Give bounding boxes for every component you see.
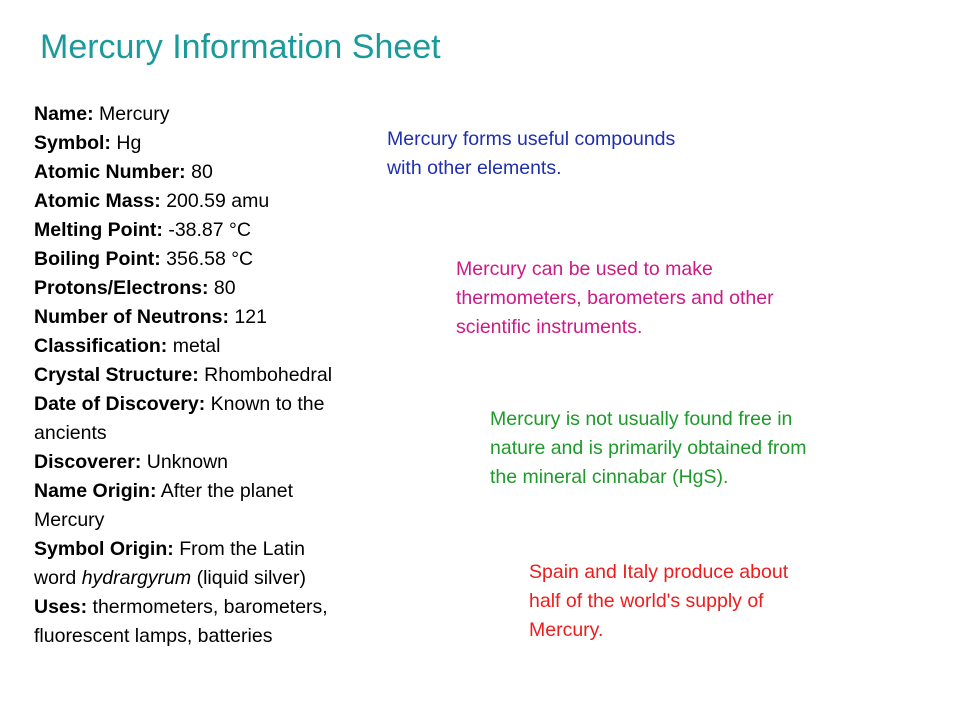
fact-label: Protons/Electrons: — [34, 277, 209, 299]
fact-neutrons — [34, 303, 414, 332]
note-line: thermometers, barometers and other — [456, 287, 774, 309]
fact-symbol-origin — [34, 535, 414, 593]
fact-value: After the planet — [160, 480, 294, 502]
fact-label: Symbol Origin: — [34, 538, 174, 560]
note-line: the mineral cinnabar (HgS). — [490, 466, 729, 488]
fact-label: Atomic Number: — [34, 161, 186, 183]
fact-label: Boiling Point: — [34, 248, 161, 270]
fact-label: Classification: — [34, 335, 168, 357]
fact-value: 80 — [191, 161, 213, 183]
note-line: Mercury. — [529, 619, 604, 641]
fact-value: From the Latin — [179, 538, 305, 560]
fact-protons-electrons — [34, 274, 414, 303]
fact-boiling-point — [34, 245, 414, 274]
note-compounds — [387, 125, 675, 183]
fact-value: 200.59 amu — [166, 190, 270, 212]
fact-atomic-mass — [34, 187, 414, 216]
fact-label: Melting Point: — [34, 219, 163, 241]
fact-label: Discoverer: — [34, 451, 142, 473]
fact-symbol — [34, 129, 414, 158]
fact-label: Uses: — [34, 596, 88, 618]
fact-value-continued: Mercury — [34, 509, 105, 531]
element-facts-list — [34, 100, 414, 651]
fact-crystal-structure — [34, 361, 414, 390]
fact-value-continued: fluorescent lamps, batteries — [34, 625, 273, 647]
fact-value: 80 — [213, 277, 236, 299]
fact-value-prefix: word — [34, 567, 77, 589]
fact-label: Name: — [34, 103, 94, 125]
note-line: Mercury is not usually found free in — [490, 408, 793, 430]
fact-label: Atomic Mass: — [34, 190, 161, 212]
fact-label: Symbol: — [34, 132, 111, 154]
note-line: half of the world's supply of — [529, 590, 764, 612]
note-line: scientific instruments. — [456, 316, 643, 338]
fact-date-of-discovery — [34, 390, 414, 448]
note-line: Mercury forms useful compounds — [387, 128, 676, 150]
fact-value: -38.87 °C — [168, 219, 251, 241]
fact-name-origin — [34, 477, 414, 535]
fact-value-suffix: (liquid silver) — [196, 567, 307, 589]
fact-label: Crystal Structure: — [34, 364, 199, 386]
fact-value: Unknown — [146, 451, 229, 473]
fact-label: Number of Neutrons: — [34, 306, 229, 328]
note-cinnabar — [490, 405, 807, 492]
page-title: Mercury Information Sheet — [40, 28, 441, 66]
note-line: nature and is primarily obtained from — [490, 437, 807, 459]
fact-value: 121 — [234, 306, 267, 328]
note-line: Mercury can be used to make — [456, 258, 713, 280]
fact-value: 356.58 °C — [166, 248, 254, 270]
note-supply — [529, 558, 788, 645]
fact-value: Rhombohedral — [204, 364, 333, 386]
fact-atomic-number — [34, 158, 414, 187]
fact-value: Known to the — [210, 393, 325, 415]
fact-label: Name Origin: — [34, 480, 157, 502]
fact-value: Hg — [116, 132, 142, 154]
note-line: with other elements. — [387, 157, 562, 179]
fact-value-italic: hydrargyrum — [81, 567, 192, 589]
fact-value: thermometers, barometers, — [92, 596, 328, 618]
fact-value: metal — [172, 335, 221, 357]
fact-name — [34, 100, 414, 129]
note-line: Spain and Italy produce about — [529, 561, 789, 583]
fact-uses — [34, 593, 414, 651]
note-instruments — [456, 255, 774, 342]
fact-classification — [34, 332, 414, 361]
fact-value: Mercury — [99, 103, 170, 125]
fact-discoverer — [34, 448, 414, 477]
fact-value-continued: ancients — [34, 422, 107, 444]
fact-melting-point — [34, 216, 414, 245]
fact-label: Date of Discovery: — [34, 393, 206, 415]
